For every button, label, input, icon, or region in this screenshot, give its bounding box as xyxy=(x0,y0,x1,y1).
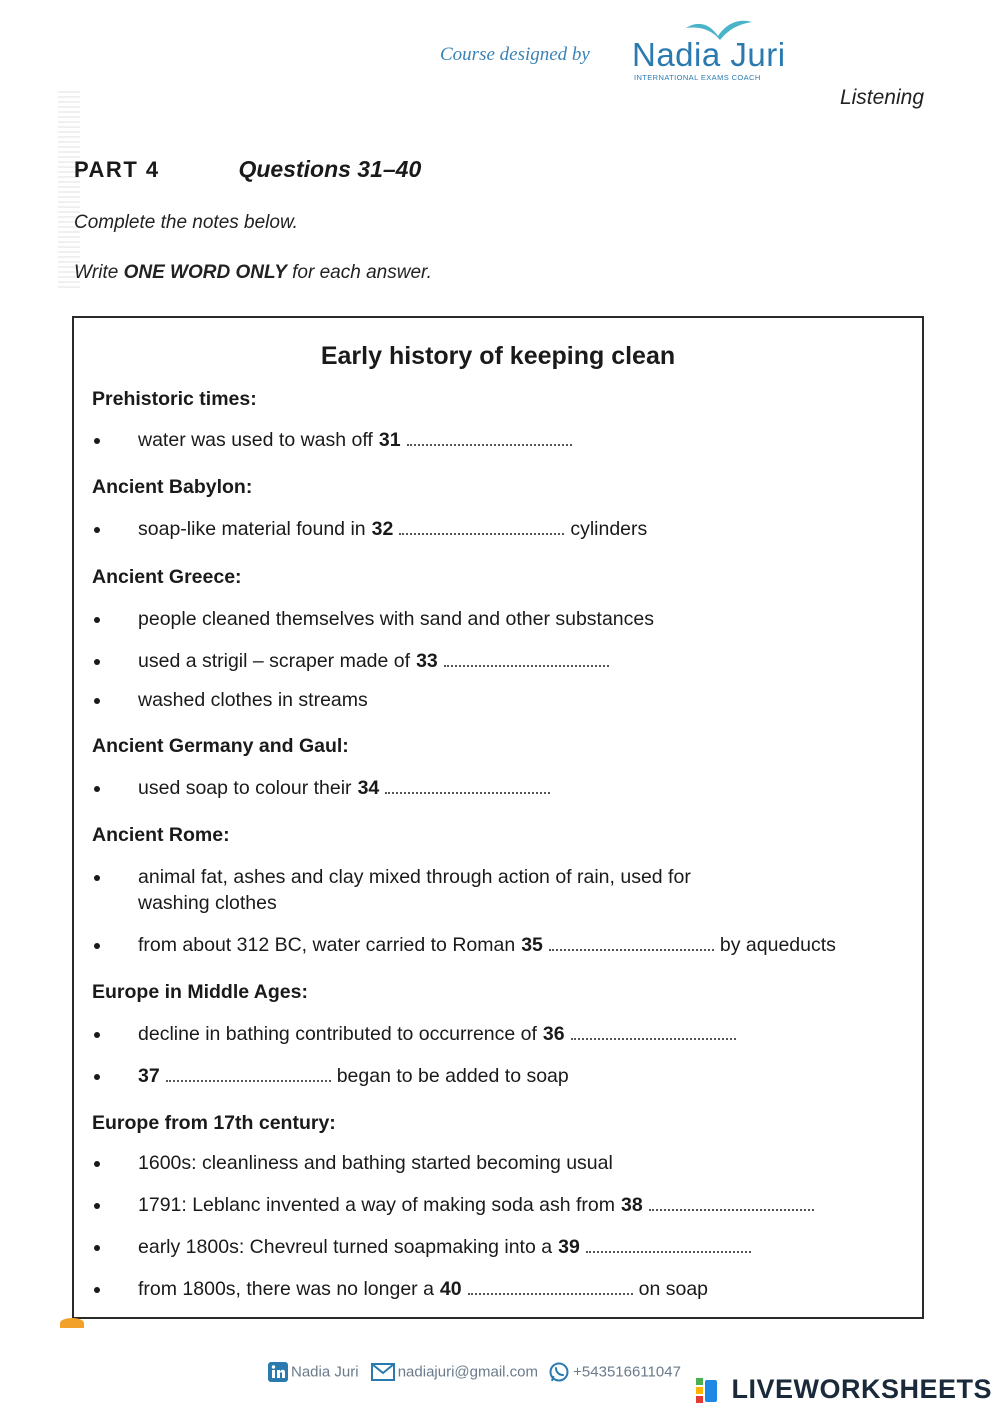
designed-by-text: Course designed by xyxy=(440,44,590,65)
note-item: soap-like material found in 32 cylinders xyxy=(92,516,904,542)
question-number: 34 xyxy=(357,777,380,799)
email-icon xyxy=(371,1363,395,1381)
part-heading xyxy=(74,156,421,183)
bullet-icon xyxy=(94,1245,100,1251)
note-item: animal fat, ashes and clay mixed through action of rain, used for washing clothes xyxy=(92,864,904,916)
email-address[interactable]: nadiajuri@gmail.com xyxy=(397,1363,538,1381)
answer-blank[interactable] xyxy=(407,442,572,446)
bullet-icon xyxy=(94,943,100,949)
answer-blank[interactable] xyxy=(549,947,714,951)
section-heading: Europe in Middle Ages: xyxy=(92,981,308,1003)
bullet-icon xyxy=(94,1032,100,1038)
instruction-line-2: Write ONE WORD ONLY for each answer. xyxy=(74,262,432,283)
section-heading: Ancient Germany and Gaul: xyxy=(92,735,349,757)
bullet-icon xyxy=(94,786,100,792)
footer-contact xyxy=(268,1361,681,1383)
whatsapp-icon xyxy=(548,1361,570,1383)
section-heading: Europe from 17th century: xyxy=(92,1112,336,1134)
bullet-icon xyxy=(94,1287,100,1293)
answer-blank[interactable] xyxy=(571,1036,736,1040)
note-item: 37 began to be added to soap xyxy=(92,1063,904,1089)
question-number: 32 xyxy=(371,518,394,540)
question-number: 35 xyxy=(521,934,543,956)
linkedin-icon xyxy=(268,1362,288,1382)
bullet-icon xyxy=(94,1074,100,1080)
answer-blank[interactable] xyxy=(166,1078,331,1082)
answer-blank[interactable] xyxy=(649,1207,814,1211)
section-heading: Ancient Greece: xyxy=(92,566,242,588)
bullet-icon xyxy=(94,1161,100,1167)
note-item: 1600s: cleanliness and bathing started becoming usual xyxy=(92,1150,904,1176)
note-item: washed clothes in streams xyxy=(92,687,904,713)
note-item: 1791: Leblanc invented a way of making soda ash from 38 xyxy=(92,1192,904,1218)
bullet-icon xyxy=(94,438,100,444)
instruction-emphasis: ONE WORD ONLY xyxy=(123,262,287,283)
question-number: 40 xyxy=(439,1278,462,1300)
notes-body xyxy=(92,384,904,1302)
bullet-icon xyxy=(94,875,100,881)
section-label: Listening xyxy=(839,86,924,109)
notes-title: Early history of keeping clean xyxy=(320,342,676,370)
linkedin-name[interactable]: Nadia Juri xyxy=(291,1363,359,1381)
section-heading: Ancient Babylon: xyxy=(92,476,253,498)
part-title: PART 4 xyxy=(74,157,160,182)
answer-blank[interactable] xyxy=(444,663,609,667)
note-item: decline in bathing contributed to occurrence of 36 xyxy=(92,1021,904,1047)
notes-box xyxy=(72,316,924,1319)
section-heading: Ancient Rome: xyxy=(92,824,230,846)
bullet-icon xyxy=(94,527,100,533)
phone-number[interactable]: +543516611047 xyxy=(573,1363,681,1381)
liveworksheets-logo-icon xyxy=(696,1378,720,1406)
question-number: 31 xyxy=(378,429,401,451)
brand-subtitle: INTERNATIONAL EXAMS COACH xyxy=(634,73,761,82)
question-number: 38 xyxy=(620,1194,643,1216)
answer-blank[interactable] xyxy=(468,1291,633,1295)
note-item: used a strigil – scraper made of 33 xyxy=(92,648,904,674)
questions-range: Questions 31–40 xyxy=(238,156,422,182)
note-item: from 1800s, there was no longer a 40 on soap xyxy=(92,1276,904,1302)
page-corner-mark xyxy=(60,1318,84,1328)
answer-blank[interactable] xyxy=(399,531,564,535)
course-brand-header xyxy=(440,18,900,88)
bullet-icon xyxy=(94,1203,100,1209)
liveworksheets-brand: LIVEWORKSHEETS xyxy=(731,1374,992,1404)
note-item: water was used to wash off 31 xyxy=(92,427,904,453)
bullet-icon xyxy=(94,617,100,623)
instruction-line-1: Complete the notes below. xyxy=(74,212,298,233)
note-item: from about 312 BC, water carried to Roman 35 by aqueducts xyxy=(92,932,904,958)
note-item: people cleaned themselves with sand and other substances xyxy=(92,606,904,632)
brand-name: Nadia Juri xyxy=(632,36,786,73)
bullet-icon xyxy=(94,659,100,665)
question-number: 39 xyxy=(558,1236,580,1258)
bullet-icon xyxy=(94,698,100,704)
question-number: 33 xyxy=(416,650,438,672)
section-heading: Prehistoric times: xyxy=(92,388,257,410)
nadia-juri-logo xyxy=(632,18,802,86)
question-number: 37 xyxy=(138,1065,160,1087)
answer-blank[interactable] xyxy=(586,1249,751,1253)
question-number: 36 xyxy=(542,1023,565,1045)
note-item: early 1800s: Chevreul turned soapmaking into a 39 xyxy=(92,1234,904,1260)
note-item: used soap to colour their 34 xyxy=(92,775,904,801)
answer-blank[interactable] xyxy=(385,790,550,794)
scan-edge-artifact xyxy=(58,88,80,288)
